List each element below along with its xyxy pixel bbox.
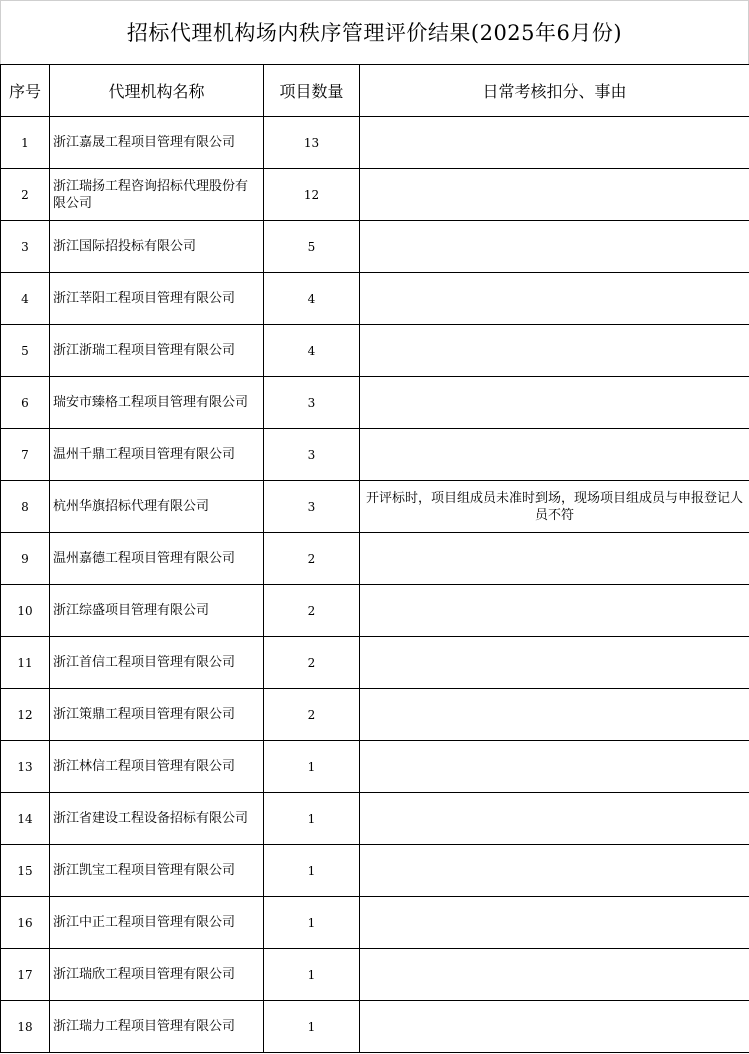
project-count: 3 <box>264 481 360 533</box>
project-count: 2 <box>264 689 360 741</box>
deduction-reason <box>360 741 749 793</box>
agency-name: 浙江策鼎工程项目管理有限公司 <box>50 689 264 741</box>
row-number: 15 <box>1 845 50 897</box>
row-number: 8 <box>1 481 50 533</box>
project-count: 2 <box>264 585 360 637</box>
row-number: 17 <box>1 949 50 1001</box>
row-number: 5 <box>1 325 50 377</box>
deduction-reason <box>360 325 749 377</box>
agency-name: 浙江瑞欣工程项目管理有限公司 <box>50 949 264 1001</box>
table-row <box>1 533 749 585</box>
row-number: 4 <box>1 273 50 325</box>
deduction-reason <box>360 1001 749 1053</box>
row-number: 18 <box>1 1001 50 1053</box>
agency-name: 浙江瑞扬工程咨询招标代理股份有限公司 <box>50 169 264 221</box>
header-note: 日常考核扣分、事由 <box>360 65 749 117</box>
agency-name: 温州嘉德工程项目管理有限公司 <box>50 533 264 585</box>
table-row <box>1 793 749 845</box>
agency-name: 浙江凯宝工程项目管理有限公司 <box>50 845 264 897</box>
row-number: 14 <box>1 793 50 845</box>
deduction-reason <box>360 377 749 429</box>
table-row <box>1 117 749 169</box>
page-title: 招标代理机构场内秩序管理评价结果(2025年6月份) <box>0 0 749 64</box>
deduction-reason <box>360 689 749 741</box>
project-count: 12 <box>264 169 360 221</box>
agency-name: 浙江瑞力工程项目管理有限公司 <box>50 1001 264 1053</box>
agency-name: 瑞安市臻格工程项目管理有限公司 <box>50 377 264 429</box>
deduction-reason <box>360 221 749 273</box>
deduction-reason: 开评标时，项目组成员未准时到场，现场项目组成员与申报登记人员不符 <box>360 481 749 533</box>
table-row <box>1 845 749 897</box>
row-number: 1 <box>1 117 50 169</box>
agency-name: 浙江省建设工程设备招标有限公司 <box>50 793 264 845</box>
agency-name: 温州千鼎工程项目管理有限公司 <box>50 429 264 481</box>
row-number: 12 <box>1 689 50 741</box>
row-number: 6 <box>1 377 50 429</box>
project-count: 2 <box>264 637 360 689</box>
row-number: 7 <box>1 429 50 481</box>
table-row <box>1 1001 749 1053</box>
row-number: 9 <box>1 533 50 585</box>
table-row <box>1 169 749 221</box>
table-row <box>1 741 749 793</box>
table-row <box>1 897 749 949</box>
table-row <box>1 221 749 273</box>
project-count: 13 <box>264 117 360 169</box>
table-row <box>1 273 749 325</box>
deduction-reason <box>360 897 749 949</box>
project-count: 1 <box>264 949 360 1001</box>
agency-name: 浙江莘阳工程项目管理有限公司 <box>50 273 264 325</box>
row-number: 13 <box>1 741 50 793</box>
project-count: 4 <box>264 325 360 377</box>
deduction-reason <box>360 585 749 637</box>
table-row <box>1 585 749 637</box>
deduction-reason <box>360 533 749 585</box>
header-name: 代理机构名称 <box>50 65 264 117</box>
project-count: 1 <box>264 1001 360 1053</box>
project-count: 5 <box>264 221 360 273</box>
table-row <box>1 689 749 741</box>
row-number: 2 <box>1 169 50 221</box>
table-row <box>1 481 749 533</box>
project-count: 1 <box>264 741 360 793</box>
deduction-reason <box>360 429 749 481</box>
deduction-reason <box>360 637 749 689</box>
project-count: 3 <box>264 377 360 429</box>
deduction-reason <box>360 273 749 325</box>
deduction-reason <box>360 949 749 1001</box>
table-row <box>1 949 749 1001</box>
table-body <box>1 117 749 1053</box>
agency-name: 浙江首信工程项目管理有限公司 <box>50 637 264 689</box>
deduction-reason <box>360 169 749 221</box>
project-count: 2 <box>264 533 360 585</box>
project-count: 1 <box>264 793 360 845</box>
header-count: 项目数量 <box>264 65 360 117</box>
agency-name: 浙江浙瑞工程项目管理有限公司 <box>50 325 264 377</box>
row-number: 10 <box>1 585 50 637</box>
row-number: 3 <box>1 221 50 273</box>
agency-name: 浙江综盛项目管理有限公司 <box>50 585 264 637</box>
table-row <box>1 637 749 689</box>
project-count: 4 <box>264 273 360 325</box>
agency-name: 浙江国际招投标有限公司 <box>50 221 264 273</box>
deduction-reason <box>360 793 749 845</box>
project-count: 3 <box>264 429 360 481</box>
agency-name: 浙江嘉晟工程项目管理有限公司 <box>50 117 264 169</box>
agency-name: 浙江中正工程项目管理有限公司 <box>50 897 264 949</box>
deduction-reason <box>360 845 749 897</box>
agency-name: 浙江林信工程项目管理有限公司 <box>50 741 264 793</box>
results-table <box>0 64 749 1053</box>
row-number: 16 <box>1 897 50 949</box>
project-count: 1 <box>264 845 360 897</box>
deduction-reason <box>360 117 749 169</box>
agency-name: 杭州华旗招标代理有限公司 <box>50 481 264 533</box>
row-number: 11 <box>1 637 50 689</box>
table-header-row <box>1 65 749 117</box>
table-row <box>1 325 749 377</box>
table-row <box>1 429 749 481</box>
project-count: 1 <box>264 897 360 949</box>
header-no: 序号 <box>1 65 50 117</box>
table-row <box>1 377 749 429</box>
